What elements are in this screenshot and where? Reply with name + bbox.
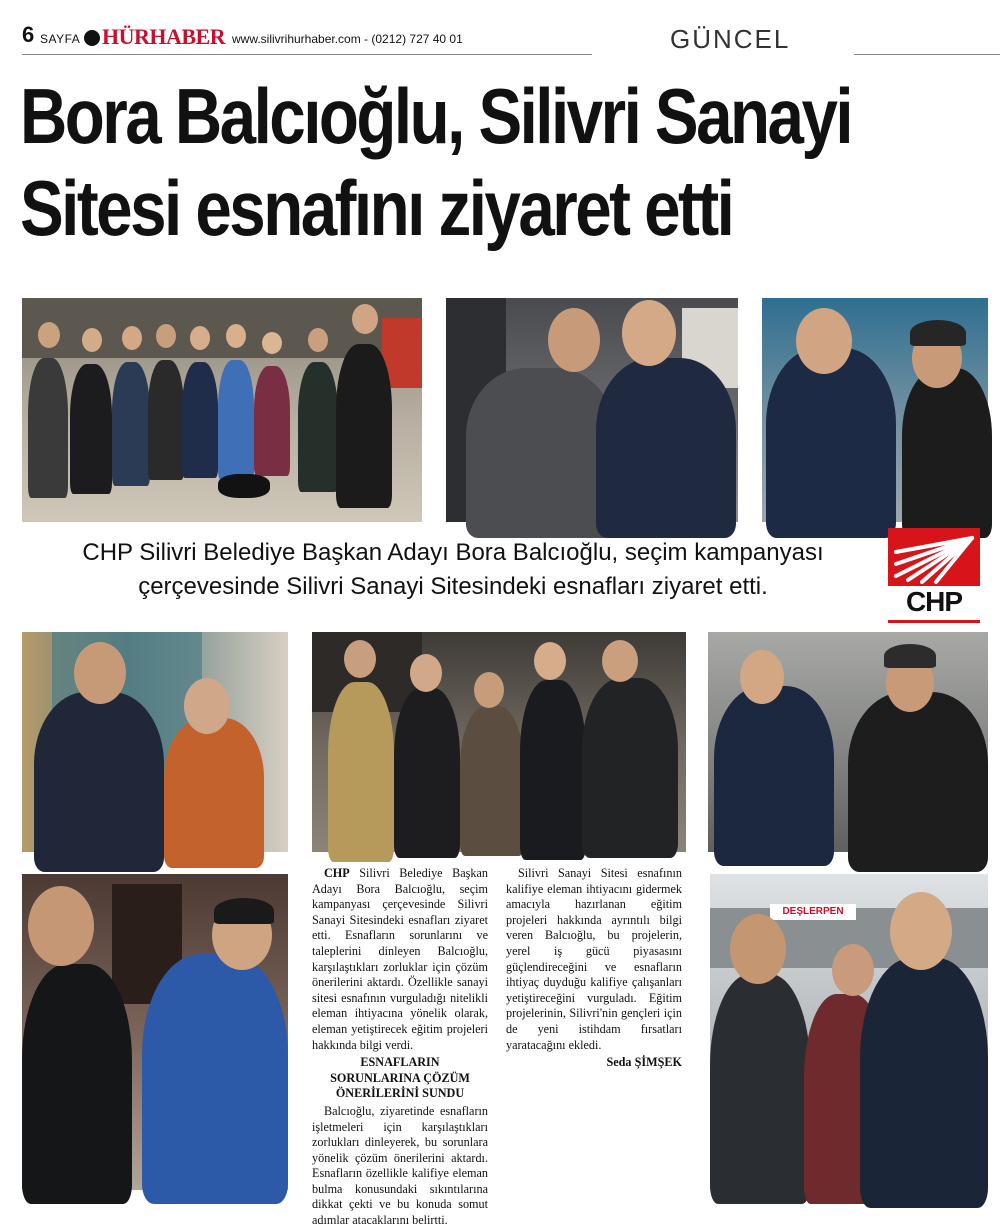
lead-line-2: çerçevesinde Silivri Sanayi Sitesindeki esnafları ziyaret etti. [138, 573, 768, 600]
headline-line-2: Sitesi esnafını ziyaret etti [20, 164, 733, 252]
photo-embrace-shopkeeper [446, 298, 738, 522]
photo-elderly-man-blue-jacket [22, 874, 288, 1190]
headline-line-1: Bora Balcıoğlu, Silivri Sanayi [20, 72, 852, 160]
photo-raised-hands [708, 632, 988, 852]
logo-emblem-icon [84, 30, 100, 46]
page-label: SAYFA [40, 32, 81, 46]
article-byline: Seda ŞİMŞEK [606, 1055, 682, 1070]
sign-text: DEŞLERPEN [770, 904, 856, 920]
photo-group-four-men [312, 632, 686, 852]
newspaper-logo[interactable] [84, 24, 225, 50]
header-rule-left [22, 54, 592, 55]
lead-line-1: CHP Silivri Belediye Başkan Adayı Bora Balcıoğlu, seçim kampanyası [82, 539, 824, 566]
masthead [22, 22, 1000, 52]
article-subheading: ESNAFLARIN SORUNLARINA ÇÖZÜM ÖNERİLERİNİ SUNDU [330, 1055, 470, 1101]
section-title: GÜNCEL [670, 24, 791, 54]
page-number: 6 [22, 22, 35, 47]
article-paragraph-1: CHP Silivri Belediye Başkan Adayı Bora Balcıoğlu, seçim kampanyası çerçevesinde Silivri Sanayi Sitesindeki esnafları ziyaret etti. Esnafların sorunlarını ve taleplerini dinleyen Balcıoğlu, karşılaştıkları zorluklar için çözüm önerilerini aktardı. Özellikle sanayi sitesi esnafının vurguladığı nitelikli eleman ihtiyacına yönelik olarak, eleman yetiştirecek eğitim projeleri hakkında bilgi verdi. [312, 866, 488, 1052]
chp-party-logo [888, 528, 980, 624]
contact-line[interactable]: www.silivrihurhaber.com - (0212) 727 40 01 [232, 32, 463, 46]
article-column-2 [506, 866, 682, 1071]
headline [20, 70, 852, 254]
article-paragraph-2: Balcıoğlu, ziyaretinde esnafların işletmeleri için karşılaştıkları zorlukları dinleyerek, bu sorunlara yönelik çözüm önerilerini aktardı. Esnafların özellikle kalifiye eleman bulma konusundaki sıkıntılarına dikkat çekti ve bu konuda somut adımlar atacaklarını belirtti. [312, 1103, 488, 1228]
chp-underline [888, 620, 980, 623]
chp-arrows-icon [888, 528, 980, 586]
logo-text: HÜRHABER [102, 24, 226, 49]
article-paragraph-3: Silivri Sanayi Sitesi esnafının kalifiye eleman ihtiyacını gidermek amacıyla hazırlanan eğitim projeleri hakkında ayrıntılı bilgi veren Balcıoğlu, bu projelerin, yerel iş gücü piyasasını güçlendireceğini ve esnafların ihtiyaç duyduğu kalifiye çalışanları yetiştireceğini vurguladı. Eğitim projelerinin, Silivri'nin gençleri için de yeni istihdam fırsatları yaratacağını ekledi. [506, 866, 682, 1052]
lead-caption [28, 536, 878, 604]
photo-greeting-elderly-man [762, 298, 988, 522]
photo-handshake-leather-jacket [22, 632, 288, 852]
photo-outdoor-handshake [710, 874, 988, 1190]
header-rule-right [854, 54, 1000, 55]
chp-logo-text: CHP [905, 586, 963, 617]
article-lead-word: CHP [324, 866, 350, 880]
photo-group-with-shopkeepers [22, 298, 422, 522]
article-column-1 [312, 866, 488, 1228]
